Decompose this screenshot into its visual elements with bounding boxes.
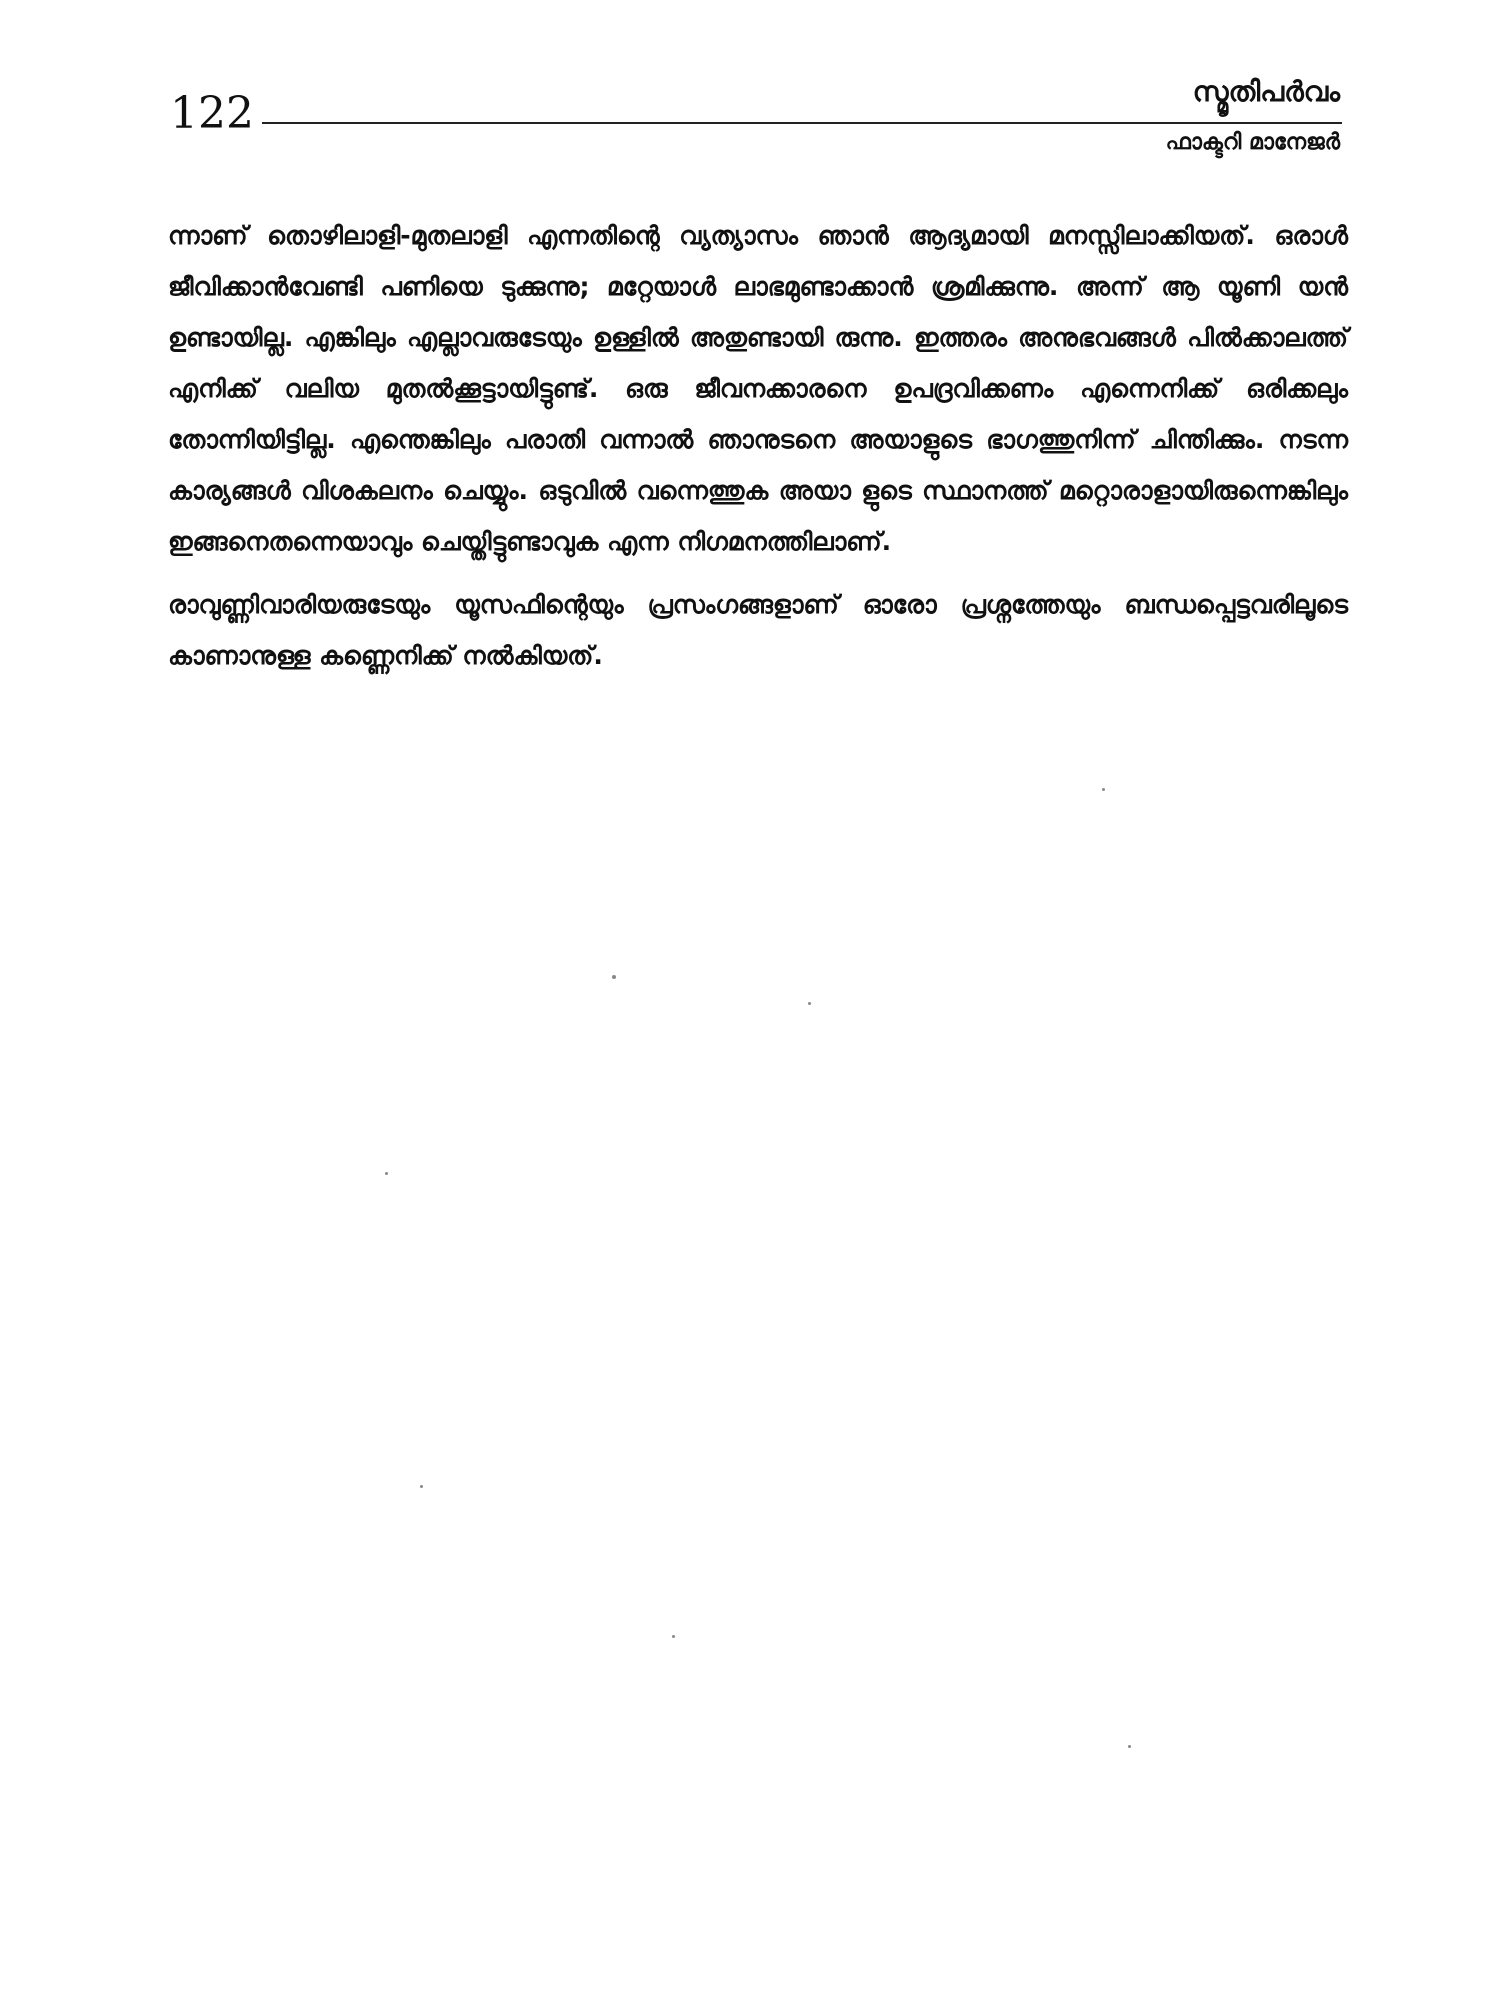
scan-speck [385, 1172, 388, 1175]
paragraph-2: രാവുണ്ണിവാരിയരുടേയും യൂസഫിന്റെയും പ്രസംഗങ്ങളാണ് ഓരോ പ്രശ്നത്തേയും ബന്ധപ്പെട്ടവരിലൂടെ കാണാനുള്ള കണ്ണെനിക്ക് നൽകിയത്. [168, 590, 1348, 670]
chapter-title: ഫാക്ടറി മാനേജർ [1165, 130, 1340, 155]
header-rule [262, 122, 1342, 124]
scan-speck [808, 1002, 811, 1005]
paragraph-1: ന്നാണ് തൊഴിലാളി-മുതലാളി എന്നതിന്റെ വ്യത്യാസം ഞാൻ ആദ്യമായി മനസ്സിലാക്കിയത്. ഒരാൾ ജീവിക്കാൻവേണ്ടി പണിയെ ടുക്കുന്നു; മറ്റേയാൾ ലാഭമുണ്ടാക്കാൻ ശ്രമിക്കുന്നു. അന്ന് ആ യൂണി യൻ ഉണ്ടായില്ല. എങ്കിലും എല്ലാവരുടേയും ഉള്ളിൽ അതുണ്ടായി രുന്നു. ഇത്തരം അനുഭവങ്ങൾ പിൽക്കാലത്ത് എനിക്ക് വലിയ മുതൽക്കൂട്ടായിട്ടുണ്ട്. ഒരു ജീവനക്കാരനെ ഉപദ്രവിക്കണം എന്നെനിക്ക് ഒരിക്കലും തോന്നിയിട്ടില്ല. എന്തെങ്കിലും പരാതി വന്നാൽ ഞാനുടനെ അയാളുടെ ഭാഗത്തുനിന്ന് ചിന്തിക്കും. നടന്ന കാര്യങ്ങൾ വിശകലനം ചെയ്യും. ഒടുവിൽ വന്നെത്തുക അയാ ളുടെ സ്ഥാനത്ത് മറ്റൊരാളായിരുന്നെങ്കിലും ഇങ്ങനെതന്നെയാവും ചെയ്തിട്ടുണ്ടാവുക എന്ന നിഗമനത്തിലാണ്. [168, 221, 1348, 556]
scan-speck [1128, 1745, 1131, 1748]
page-number: 122 [170, 88, 254, 139]
book-title: സ്മൃതിപർവം [1192, 75, 1340, 108]
scan-speck [612, 975, 616, 979]
scan-speck [1102, 788, 1105, 791]
scan-speck [420, 1485, 423, 1488]
body-text [168, 210, 1348, 693]
scan-speck [672, 1635, 675, 1638]
